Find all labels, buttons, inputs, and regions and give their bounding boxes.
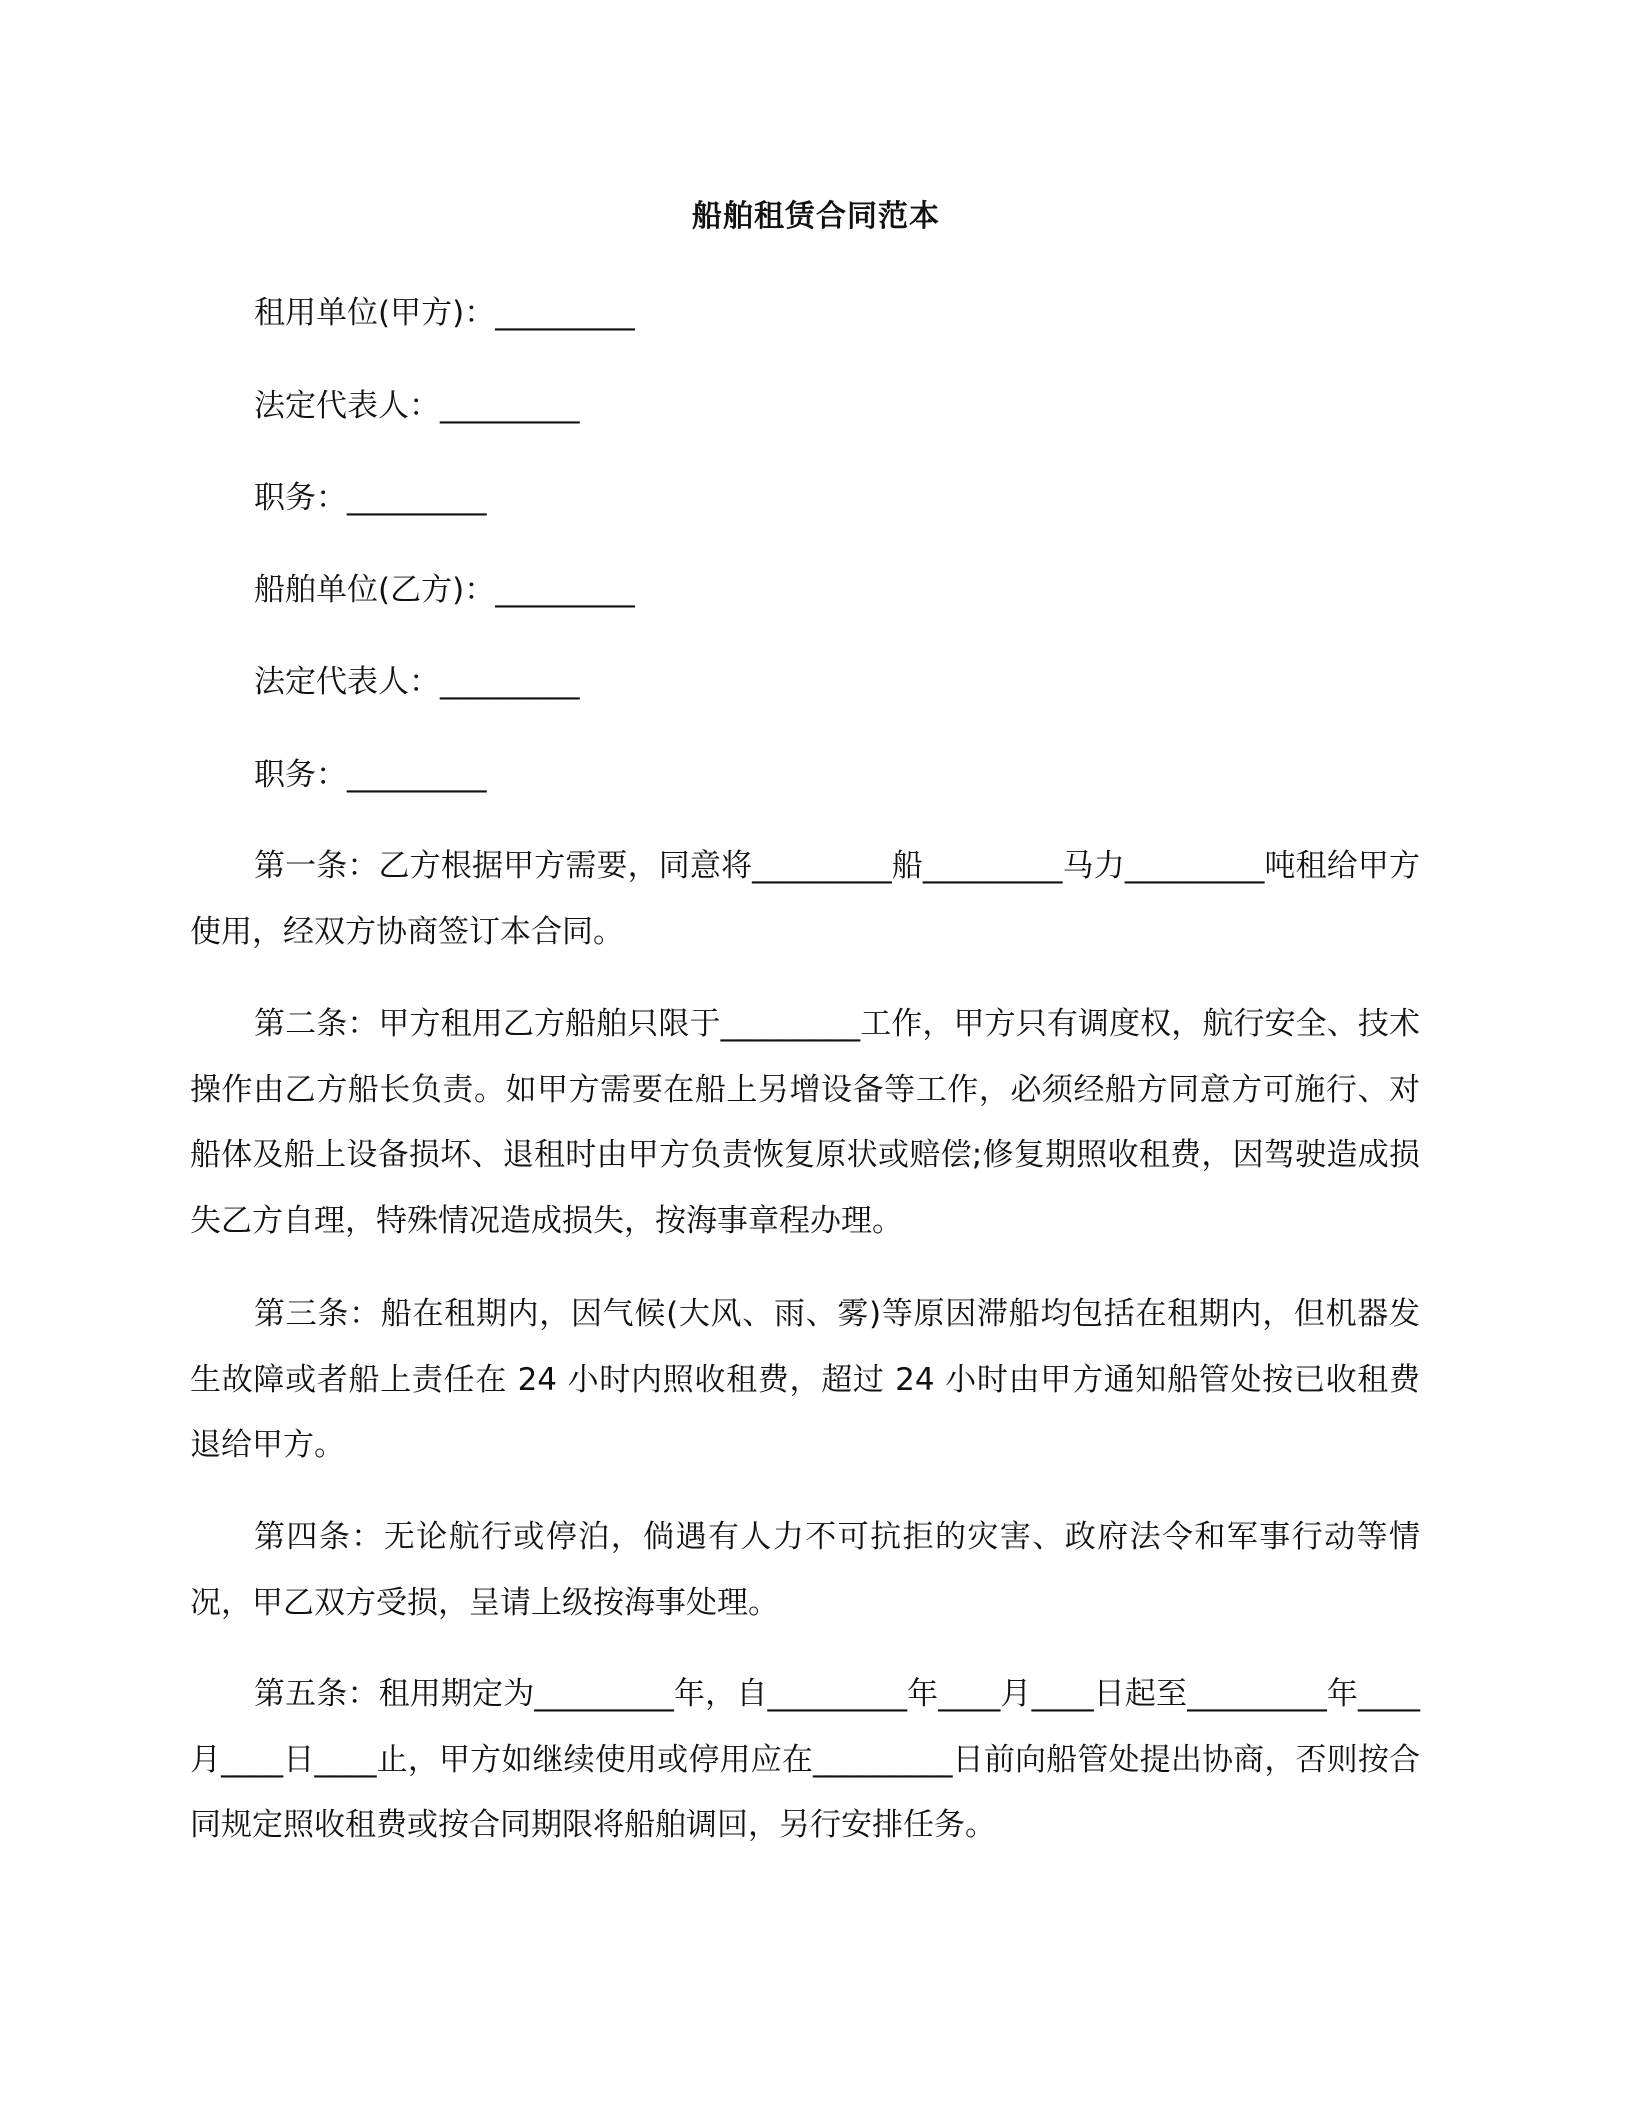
article-5: 第五条：租用期定为_________年，自_________年____月____日起至_________年____月____日____止，甲方如继续使用或停用应在_________日前向船管处提出协商，否则按合同规定照收租费或按合同期限将船舶调回，另行安排任务。 bbox=[190, 1676, 1420, 1843]
article-2: 第二条：甲方租用乙方船舶只限于_________工作，甲方只有调度权，航行安全、技术操作由乙方船长负责。如甲方需要在船上另增设备等工作，必须经船方同意方可施行、对船体及船上设备损坏、退租时由甲方负责恢复原状或赔偿;修复期照收租费，因驾驶造成损失乙方自理，特殊情况造成损失，按海事章程办理。 bbox=[190, 1006, 1420, 1239]
article-3: 第三条：船在租期内，因气候(大风、雨、雾)等原因滞船均包括在租期内，但机器发生故障或者船上责任在 24 小时内照收租费，超过 24 小时由甲方通知船管处按已收租费退给甲方。 bbox=[190, 1296, 1420, 1463]
article-4: 第四条：无论航行或停泊，倘遇有人力不可抗拒的灾害、政府法令和军事行动等情况，甲乙双方受损，呈请上级按海事处理。 bbox=[190, 1519, 1420, 1621]
page-title: 船舶租赁合同范本 bbox=[692, 199, 940, 234]
lessor-unit-field: 船舶单位(乙方)：_________ bbox=[254, 572, 635, 608]
lessee-unit-field: 租用单位(甲方)：_________ bbox=[254, 295, 635, 331]
lessor-legal-representative-field: 法定代表人：_________ bbox=[254, 664, 580, 700]
lessee-legal-representative-field: 法定代表人：_________ bbox=[254, 388, 580, 424]
article-1: 第一条：乙方根据甲方需要，同意将_________船_________马力_________吨租给甲方使用，经双方协商签订本合同。 bbox=[190, 848, 1420, 950]
lessor-position-field: 职务：_________ bbox=[254, 757, 487, 793]
lessee-position-field: 职务：_________ bbox=[254, 480, 487, 516]
